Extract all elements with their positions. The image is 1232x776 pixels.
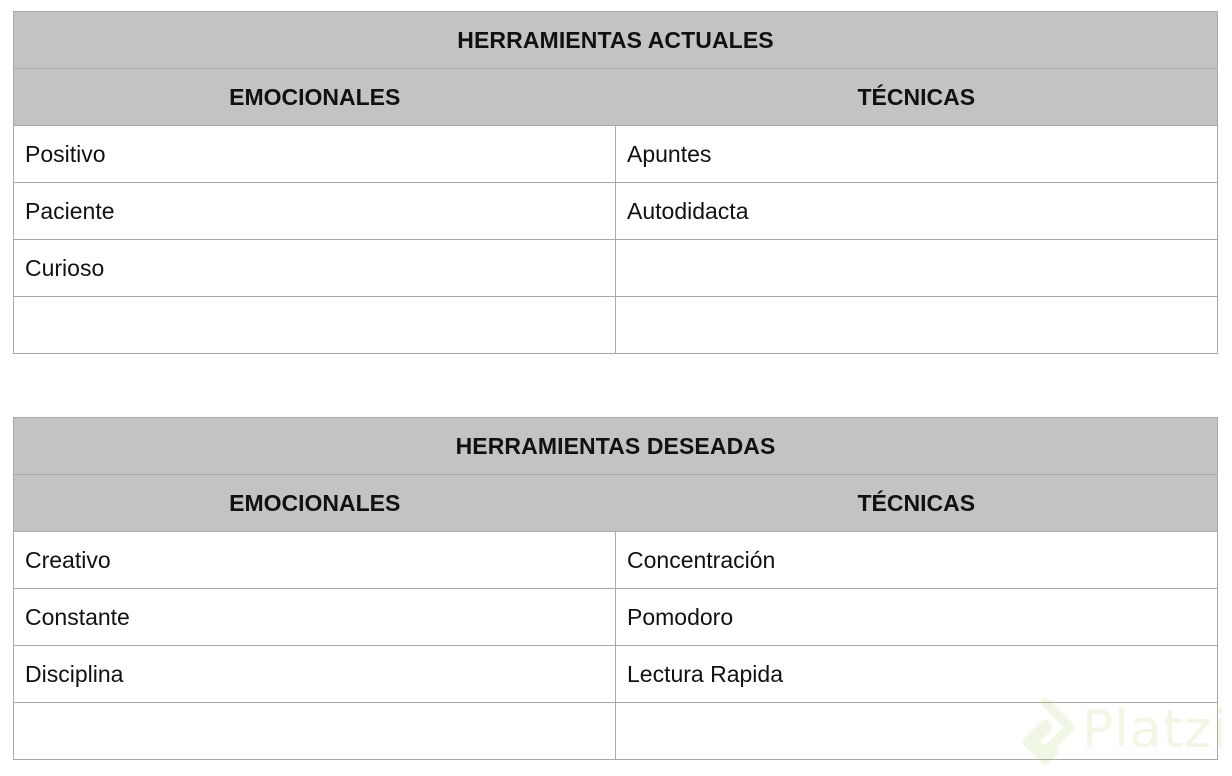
table-row bbox=[14, 126, 1218, 183]
column-header-emotional: EMOCIONALES bbox=[14, 69, 616, 126]
table-cell bbox=[14, 297, 616, 354]
column-header-emotional: EMOCIONALES bbox=[14, 475, 616, 532]
table-cell: Concentración bbox=[616, 532, 1218, 589]
table-cell: Lectura Rapida bbox=[616, 646, 1218, 703]
column-header-technical: TÉCNICAS bbox=[616, 475, 1218, 532]
table-row bbox=[14, 240, 1218, 297]
table-row bbox=[14, 297, 1218, 354]
column-header-technical: TÉCNICAS bbox=[616, 69, 1218, 126]
table-cell: Curioso bbox=[14, 240, 616, 297]
table-cell bbox=[616, 297, 1218, 354]
table-cell: Paciente bbox=[14, 183, 616, 240]
table-row bbox=[14, 646, 1218, 703]
table-cell: Pomodoro bbox=[616, 589, 1218, 646]
table-cell: Autodidacta bbox=[616, 183, 1218, 240]
table-row bbox=[14, 532, 1218, 589]
table-cell: Creativo bbox=[14, 532, 616, 589]
table-cell bbox=[14, 703, 616, 760]
table-cell: Positivo bbox=[14, 126, 616, 183]
table-row bbox=[14, 589, 1218, 646]
table-cell bbox=[616, 240, 1218, 297]
table-title: HERRAMIENTAS ACTUALES bbox=[14, 12, 1218, 69]
table-title: HERRAMIENTAS DESEADAS bbox=[14, 418, 1218, 475]
table-row bbox=[14, 703, 1218, 760]
desired-tools-table bbox=[13, 417, 1218, 760]
table-cell: Apuntes bbox=[616, 126, 1218, 183]
table-cell: Constante bbox=[14, 589, 616, 646]
table-cell bbox=[616, 703, 1218, 760]
table-row bbox=[14, 183, 1218, 240]
current-tools-table bbox=[13, 11, 1218, 354]
table-cell: Disciplina bbox=[14, 646, 616, 703]
